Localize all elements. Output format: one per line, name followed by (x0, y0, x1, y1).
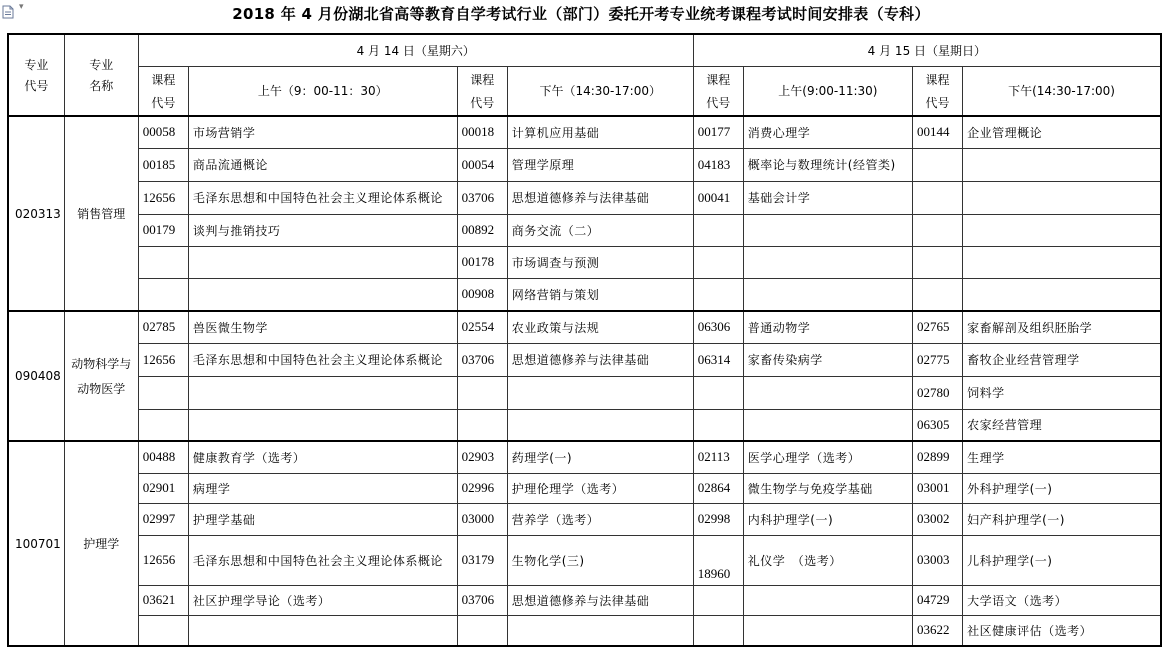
course-name-cell: 兽医微生物学 (188, 311, 457, 343)
course-code-cell: 02997 (138, 503, 188, 535)
course-code-cell (693, 615, 743, 646)
course-code-cell: 03706 (457, 343, 507, 376)
major-code: 020313 (8, 116, 64, 311)
course-name-cell: 内科护理学(一) (743, 503, 912, 535)
course-code-cell (693, 409, 743, 441)
course-name-cell (188, 615, 457, 646)
course-name-cell (743, 246, 912, 278)
course-code-cell (693, 376, 743, 409)
course-name-cell: 家畜解剖及组织胚胎学 (963, 311, 1161, 343)
course-code-cell: 00054 (457, 148, 507, 181)
course-code-cell (457, 409, 507, 441)
course-code-cell: 00058 (138, 116, 188, 148)
course-name-cell: 病理学 (188, 473, 457, 503)
course-name-cell: 市场营销学 (188, 116, 457, 148)
course-code-cell: 03622 (913, 615, 963, 646)
course-code-cell: 04183 (693, 148, 743, 181)
course-code-cell: 12656 (138, 181, 188, 214)
course-code-cell (138, 376, 188, 409)
course-code-cell (138, 615, 188, 646)
schedule-body (8, 116, 1161, 646)
course-code-cell (913, 278, 963, 311)
header-course-code: 课程 代号 (913, 66, 963, 116)
course-code-cell: 12656 (138, 535, 188, 585)
course-code-cell: 03003 (913, 535, 963, 585)
course-code-cell: 02996 (457, 473, 507, 503)
course-code-cell: 02998 (693, 503, 743, 535)
course-name-cell (743, 585, 912, 615)
course-name-cell (188, 246, 457, 278)
course-name-cell: 企业管理概论 (963, 116, 1161, 148)
course-code-cell (138, 278, 188, 311)
table-row (8, 503, 1161, 535)
table-row (8, 585, 1161, 615)
table-row (8, 148, 1161, 181)
course-code-cell: 02765 (913, 311, 963, 343)
course-name-cell: 生理学 (963, 441, 1161, 473)
course-code-cell: 02903 (457, 441, 507, 473)
course-name-cell: 社区护理学导论（选考） (188, 585, 457, 615)
course-name-cell: 农家经营管理 (963, 409, 1161, 441)
table-row (8, 376, 1161, 409)
table-row (8, 473, 1161, 503)
table-row (8, 246, 1161, 278)
course-code-cell: 02113 (693, 441, 743, 473)
course-name-cell: 家畜传染病学 (743, 343, 912, 376)
course-name-cell: 礼仪学 （选考） (743, 535, 912, 585)
table-row (8, 409, 1161, 441)
course-name-cell: 市场调查与预测 (507, 246, 693, 278)
table-row (8, 615, 1161, 646)
header-course-code: 课程 代号 (693, 66, 743, 116)
course-name-cell: 大学语文（选考） (963, 585, 1161, 615)
course-code-cell (913, 246, 963, 278)
course-code-cell: 00177 (693, 116, 743, 148)
course-code-cell: 03621 (138, 585, 188, 615)
dropdown-arrow-icon[interactable]: ▾ (19, 2, 24, 12)
course-name-cell: 社区健康评估（选考） (963, 615, 1161, 646)
course-name-cell: 毛泽东思想和中国特色社会主义理论体系概论 (188, 343, 457, 376)
course-name-cell (188, 278, 457, 311)
course-code-cell: 00179 (138, 214, 188, 246)
course-code-cell (913, 148, 963, 181)
course-name-cell: 概率论与数理统计(经管类) (743, 148, 912, 181)
course-name-cell: 商务交流（二） (507, 214, 693, 246)
major-name: 动物科学与 动物医学 (64, 311, 138, 441)
table-row (8, 181, 1161, 214)
course-name-cell: 畜牧企业经营管理学 (963, 343, 1161, 376)
major-code: 100701 (8, 441, 64, 646)
header-course-code: 课程 代号 (457, 66, 507, 116)
course-code-cell (457, 615, 507, 646)
course-code-cell (693, 246, 743, 278)
course-name-cell: 健康教育学（选考） (188, 441, 457, 473)
table-row (8, 278, 1161, 311)
course-name-cell: 计算机应用基础 (507, 116, 693, 148)
course-code-cell: 06314 (693, 343, 743, 376)
course-name-cell: 生物化学(三) (507, 535, 693, 585)
course-code-cell: 00178 (457, 246, 507, 278)
course-name-cell: 消费心理学 (743, 116, 912, 148)
course-name-cell: 外科护理学(一) (963, 473, 1161, 503)
course-code-cell: 02864 (693, 473, 743, 503)
header-course-code: 课程 代号 (138, 66, 188, 116)
course-name-cell: 管理学原理 (507, 148, 693, 181)
course-name-cell: 思想道德修养与法律基础 (507, 343, 693, 376)
header-pm1: 下午（14:30-17:00） (507, 66, 693, 116)
course-name-cell: 妇产科护理学(一) (963, 503, 1161, 535)
course-code-cell (138, 246, 188, 278)
header-pm2: 下午(14:30-17:00) (963, 66, 1161, 116)
course-name-cell (963, 246, 1161, 278)
course-name-cell (743, 278, 912, 311)
course-name-cell: 基础会计学 (743, 181, 912, 214)
course-code-cell: 00144 (913, 116, 963, 148)
course-code-cell: 18960 (693, 535, 743, 585)
course-name-cell (963, 148, 1161, 181)
table-row (8, 441, 1161, 473)
course-name-cell (743, 376, 912, 409)
course-name-cell: 谈判与推销技巧 (188, 214, 457, 246)
course-name-cell (743, 615, 912, 646)
course-name-cell (507, 409, 693, 441)
course-code-cell: 00018 (457, 116, 507, 148)
course-name-cell (743, 214, 912, 246)
course-name-cell: 饲料学 (963, 376, 1161, 409)
header-day1: 4 月 14 日（星期六） (138, 34, 693, 66)
course-name-cell (507, 615, 693, 646)
course-name-cell: 护理学基础 (188, 503, 457, 535)
course-code-cell: 03706 (457, 585, 507, 615)
course-name-cell: 毛泽东思想和中国特色社会主义理论体系概论 (188, 535, 457, 585)
course-name-cell: 微生物学与免疫学基础 (743, 473, 912, 503)
course-name-cell: 网络营销与策划 (507, 278, 693, 311)
major-code: 090408 (8, 311, 64, 441)
course-name-cell: 思想道德修养与法律基础 (507, 181, 693, 214)
course-code-cell (693, 278, 743, 311)
course-code-cell: 02775 (913, 343, 963, 376)
course-code-cell: 06305 (913, 409, 963, 441)
course-name-cell: 普通动物学 (743, 311, 912, 343)
course-code-cell: 00908 (457, 278, 507, 311)
course-name-cell: 毛泽东思想和中国特色社会主义理论体系概论 (188, 181, 457, 214)
header-am2: 上午(9:00-11:30) (743, 66, 912, 116)
course-name-cell (963, 278, 1161, 311)
course-code-cell: 02554 (457, 311, 507, 343)
course-code-cell: 04729 (913, 585, 963, 615)
major-name: 销售管理 (64, 116, 138, 311)
header-am1: 上午（9：00-11：30） (188, 66, 457, 116)
course-name-cell: 护理伦理学（选考） (507, 473, 693, 503)
exam-schedule-table (7, 33, 1162, 647)
course-name-cell (507, 376, 693, 409)
course-code-cell: 00892 (457, 214, 507, 246)
course-code-cell: 06306 (693, 311, 743, 343)
course-code-cell (913, 214, 963, 246)
course-code-cell: 00041 (693, 181, 743, 214)
course-name-cell (188, 409, 457, 441)
course-code-cell (693, 585, 743, 615)
course-code-cell: 00488 (138, 441, 188, 473)
header-major-code: 专业 代号 (8, 34, 64, 116)
course-code-cell: 02785 (138, 311, 188, 343)
course-code-cell: 03002 (913, 503, 963, 535)
course-code-cell (693, 214, 743, 246)
course-name-cell: 思想道德修养与法律基础 (507, 585, 693, 615)
header-major-name: 专业 名称 (64, 34, 138, 116)
course-code-cell: 03179 (457, 535, 507, 585)
course-name-cell (188, 376, 457, 409)
table-row (8, 116, 1161, 148)
course-code-cell: 03001 (913, 473, 963, 503)
course-code-cell: 02899 (913, 441, 963, 473)
course-name-cell: 商品流通概论 (188, 148, 457, 181)
course-code-cell: 02901 (138, 473, 188, 503)
course-name-cell: 营养学（选考） (507, 503, 693, 535)
table-row (8, 343, 1161, 376)
course-code-cell: 03706 (457, 181, 507, 214)
course-name-cell (963, 181, 1161, 214)
course-code-cell: 00185 (138, 148, 188, 181)
course-code-cell: 02780 (913, 376, 963, 409)
course-code-cell: 03000 (457, 503, 507, 535)
course-code-cell (913, 181, 963, 214)
course-code-cell (138, 409, 188, 441)
course-name-cell: 农业政策与法规 (507, 311, 693, 343)
course-name-cell: 药理学(一) (507, 441, 693, 473)
major-name: 护理学 (64, 441, 138, 646)
table-row (8, 311, 1161, 343)
course-name-cell: 医学心理学（选考） (743, 441, 912, 473)
course-code-cell: 12656 (138, 343, 188, 376)
page-title: 2018 年 4 月份湖北省高等教育自学考试行业（部门）委托开考专业统考课程考试时间安排表（专科） (232, 5, 930, 23)
course-name-cell (963, 214, 1161, 246)
course-code-cell (457, 376, 507, 409)
course-name-cell: 儿科护理学(一) (963, 535, 1161, 585)
course-name-cell (743, 409, 912, 441)
table-row (8, 214, 1161, 246)
header-day2: 4 月 15 日（星期日） (693, 34, 1161, 66)
table-row (8, 535, 1161, 585)
